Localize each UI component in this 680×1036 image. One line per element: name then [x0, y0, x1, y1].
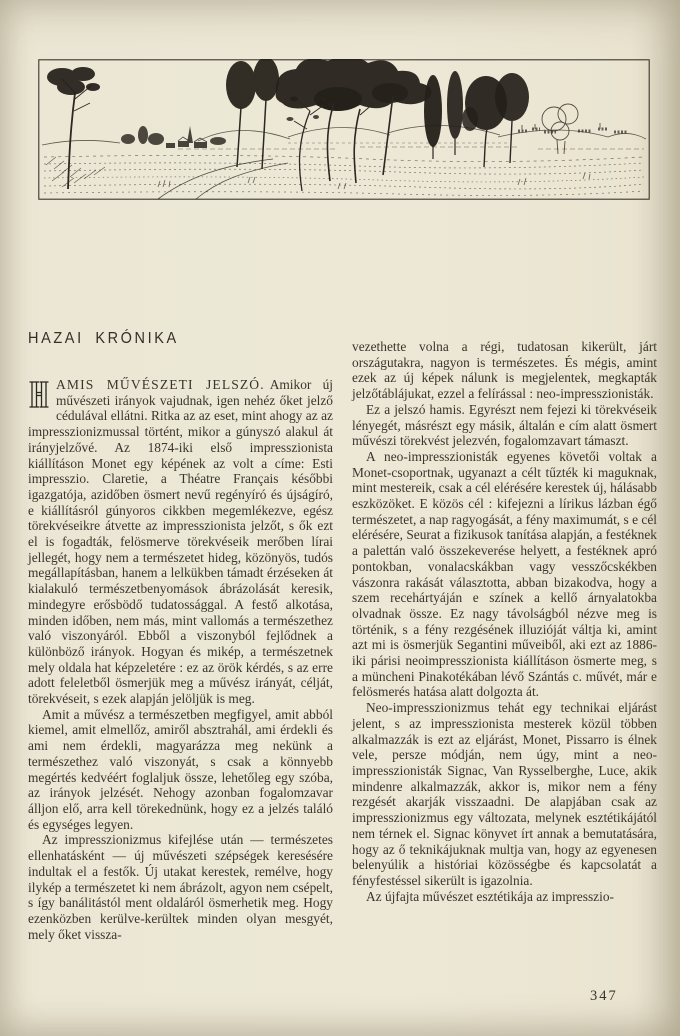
section-heading: HAZAI KRÓNIKA	[28, 330, 179, 348]
paragraph: Neo-impresszionizmus tehát egy technikai eljárást jelent, s az impresszionista mesterek közül többen alkalmazzák is ezt az eljárást, Monet, Pissarro is élnek vele, persze módján, nem úgy, mint a neo-impresszionisták Signac, Van Rysselberghe, Luce, akik mindenre alkalmazzák, akkor is, mikor nem a fény rezgését akarják visszaadni. De alapjában csak az impresszionizmus egy változata, melynek esztétikájától nem térnek el. Signac könyvet írt annak a bemutatására, hogy az ő teknikájuknak multja van, hogy az egyenesen belenyúlik a históriai közösségbe és kapcsolatát a fényfestéssel sikerült is igazolnia.	[352, 700, 657, 888]
paragraph: Az impresszionizmus kifejlése után — természetes ellenhatásként — új művészeti szépségek keresésére indultak el a festők. Új utakat kerestek, remélve, hogy ilykép a természetet ki nem ábrázolt, agyon nem csépelt, s így banálitástól ment oldaláról ösmerhetik meg. Hogy ezenközben kerülve-kerültek minden olyan mesgyét, mely őket vissza-	[28, 832, 333, 942]
paragraph: Az újfajta művészet esztétikája az impresszio-	[366, 888, 614, 904]
drop-cap-H-icon	[28, 379, 50, 410]
article-title-lead-in: AMIS MŰVÉSZETI JELSZÓ.	[56, 377, 265, 392]
article-lead-paragraph	[28, 377, 333, 707]
landscape-illustration	[38, 59, 650, 200]
paragraph: Amit a művész a természetben megfigyel, amit abból kiemel, amit elmellőz, amiről absztrahál, ami érdekli és ami nem érdekli, magyarázza meg nekünk a természethez való viszonyát, s csak a könnyebb megértés kedvéért foglaljuk össze, lehetőleg egy szóba, az irányok jelzését. Nehogy azonban fogalomzavar álljon elő, arra kell törekednünk, hogy ez a jelzés találó és egységes legyen.	[28, 706, 333, 832]
right-text-column	[352, 339, 657, 904]
page-number: 347	[590, 988, 618, 1004]
paragraph: vezethette volna a régi, tudatosan kikerült, járt országutakra, nagyon is természetes. És mégis, amint ezek az új képek nálunk is megjelentek, megkapták jelzőtáblájukat, ezzel a felírással : neo-impresszionisták.	[352, 339, 657, 402]
landscape-drawing-icon	[38, 59, 650, 200]
left-text-column	[28, 377, 333, 942]
paragraph-text: Amikor új művészeti irányok vajudnak, igen nehéz őket jelző cédulával ellátni. Ritka az az eset, mint ahogy az az impresszionizmussal történt, mikor a gúnyszó alakul át irányjelzővé. Az 1874-iki első impresszionista kiállításon Monet egy képének az volt a címe: Esti impresszio. Claretie, a Théatre Français későbbi igazgatója, azidőben ösmert nevű regényíró és újságíró, e kiállításról gúnyoros cikkben megemlékezve, egész törekvéseikre átvette az impresszionista jelzőt, s ők ezt el is fogadták, felösmerve törekvéseik merőben lírai jellegét, hogy nem a természetet hideg, közönyös, tudós megállapításban, hanem a lelkükben támadt érzéseken át kialakuló természetbenyomások ábrázolását keresik, mindegyre erősbödő tudatossággal. A festő alkotása, minden időben, nem más, mint vallomás a természethez való viszonyáról. Ebből a viszonyból fejlődnek a különböző irányok. Hogyan és mikép, a természetnek mely oldala hat képzeletére : ez az örök kérdés, s az erre adott feleletből ösmerjük meg a művész irányát, célját, törekvéseit, s ezek alapján jelöljük is meg.	[28, 377, 333, 707]
paragraph: Ez a jelszó hamis. Egyrészt nem fejezi ki törekvéseik lényegét, másrészt egy másik, általán e cím alatt ösmert művészi törekvést jelezvén, fogalomzavart támaszt.	[352, 401, 657, 449]
paragraph: A neo-impresszionisták egyenes követői voltak a Monet-csoportnak, ugyanazt a célt tűzték ki maguknak, mint mestereik, csak a cél elérésére kerestek új, hálásabb eszközöket. E közös cél : kifejezni a lírikus lázban égő természetet, a nap ragyogását, a fény maximumát, s e cél elérésére, Seurat a fizikusok tanítása alapján, a festéknek a palettán való összekeverése helyett, a festéknek apró pontokban, vonalacskákban vagy vesszőcskékben vászonra rakását választotta, abban bizakodva, hogy a szem recehártyáján e színek a kellő árnyalatokba olvadnak össze. Ez nagy távolságból nézve meg is történik, s a fény rezgésének illuzióját váltja ki, amint azt mi is ösmerjük Segantini műveiből, aki ezt az 1886-iki párisi neoimpresszionista kiállításon ösmerte meg, s a müncheni Pinakotékában lévő Szántás c. művét, már e felösmerés hatása alatt dolgozta át.	[352, 448, 657, 700]
